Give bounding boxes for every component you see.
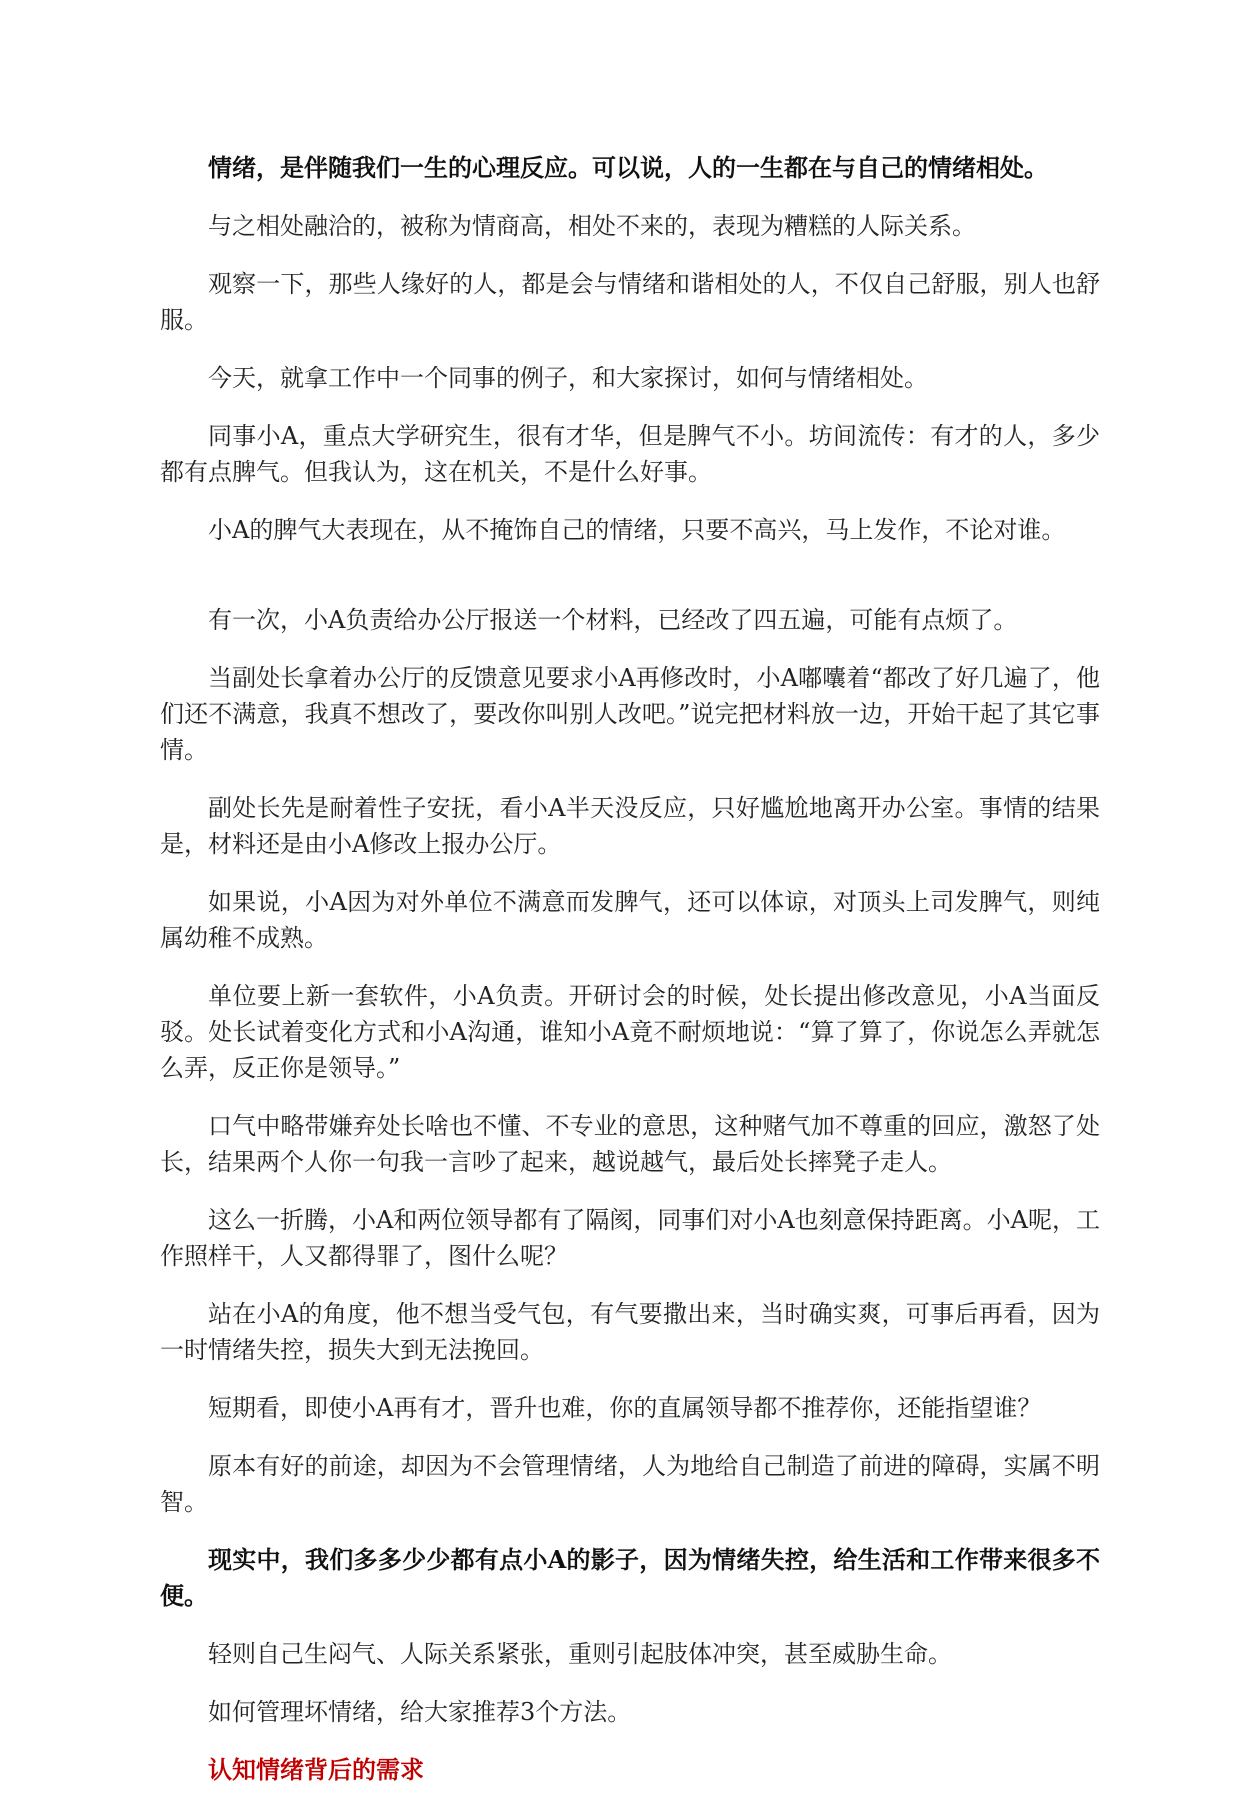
- body-paragraph: 单位要上新一套软件，小A负责。开研讨会的时候，处长提出修改意见，小A当面反驳。处长试着变化方式和小A沟通，谁知小A竟不耐烦地说：“算了算了，你说怎么弄就怎么弄，反正你是领导。”: [160, 982, 1100, 1082]
- body-paragraph: 小A的脾气大表现在，从不掩饰自己的情绪，只要不高兴，马上发作，不论对谁。: [208, 516, 1066, 544]
- body-paragraph: 短期看，即使小A再有才，晋升也难，你的直属领导都不推荐你，还能指望谁？: [208, 1394, 1042, 1422]
- body-paragraph: 这么一折腾，小A和两位领导都有了隔阂，同事们对小A也刻意保持距离。小A呢，工作照样干，人又都得罪了，图什么呢？: [160, 1206, 1100, 1270]
- body-paragraph: 与之相处融洽的，被称为情商高，相处不来的，表现为糟糕的人际关系。: [208, 212, 976, 240]
- body-paragraph: 口气中略带嫌弃处长啥也不懂、不专业的意思，这种赌气加不尊重的回应，激怒了处长，结果两个人你一句我一言吵了起来，越说越气，最后处长摔凳子走人。: [160, 1112, 1100, 1176]
- body-paragraph: 同事小A，重点大学研究生，很有才华，但是脾气不小。坊间流传：有才的人，多少都有点脾气。但我认为，这在机关，不是什么好事。: [160, 422, 1100, 486]
- section-heading: 认知情绪背后的需求: [208, 1755, 424, 1784]
- body-paragraph: 原本有好的前途，却因为不会管理情绪，人为地给自己制造了前进的障碍，实属不明智。: [160, 1452, 1100, 1516]
- document-page: [160, 150, 1100, 1810]
- body-paragraph: 如果说，小A因为对外单位不满意而发脾气，还可以体谅，对顶头上司发脾气，则纯属幼稚不成熟。: [160, 888, 1100, 952]
- body-paragraph: 轻则自己生闷气、人际关系紧张，重则引起肢体冲突，甚至威胁生命。: [208, 1640, 952, 1668]
- body-paragraph: 有一次，小A负责给办公厅报送一个材料，已经改了四五遍，可能有点烦了。: [208, 606, 1018, 634]
- emphasis-bold-paragraph: 现实中，我们多多少少都有点小A的影子，因为情绪失控，给生活和工作带来很多不便。: [160, 1545, 1100, 1610]
- body-paragraph: 当副处长拿着办公厅的反馈意见要求小A再修改时，小A嘟囔着“都改了好几遍了，他们还不满意，我真不想改了，要改你叫别人改吧。”说完把材料放一边，开始干起了其它事情。: [160, 664, 1100, 764]
- intro-bold-paragraph: 情绪，是伴随我们一生的心理反应。可以说，人的一生都在与自己的情绪相处。: [208, 153, 1048, 182]
- body-paragraph: 观察一下，那些人缘好的人，都是会与情绪和谐相处的人，不仅自己舒服，别人也舒服。: [160, 270, 1100, 334]
- body-paragraph: 副处长先是耐着性子安抚，看小A半天没反应，只好尴尬地离开办公室。事情的结果是，材料还是由小A修改上报办公厅。: [160, 794, 1100, 858]
- body-paragraph: 今天，就拿工作中一个同事的例子，和大家探讨，如何与情绪相处。: [208, 364, 928, 392]
- body-paragraph: 如何管理坏情绪，给大家推荐3个方法。: [208, 1698, 632, 1726]
- body-paragraph: 站在小A的角度，他不想当受气包，有气要撒出来，当时确实爽，可事后再看，因为一时情绪失控，损失大到无法挽回。: [160, 1300, 1100, 1364]
